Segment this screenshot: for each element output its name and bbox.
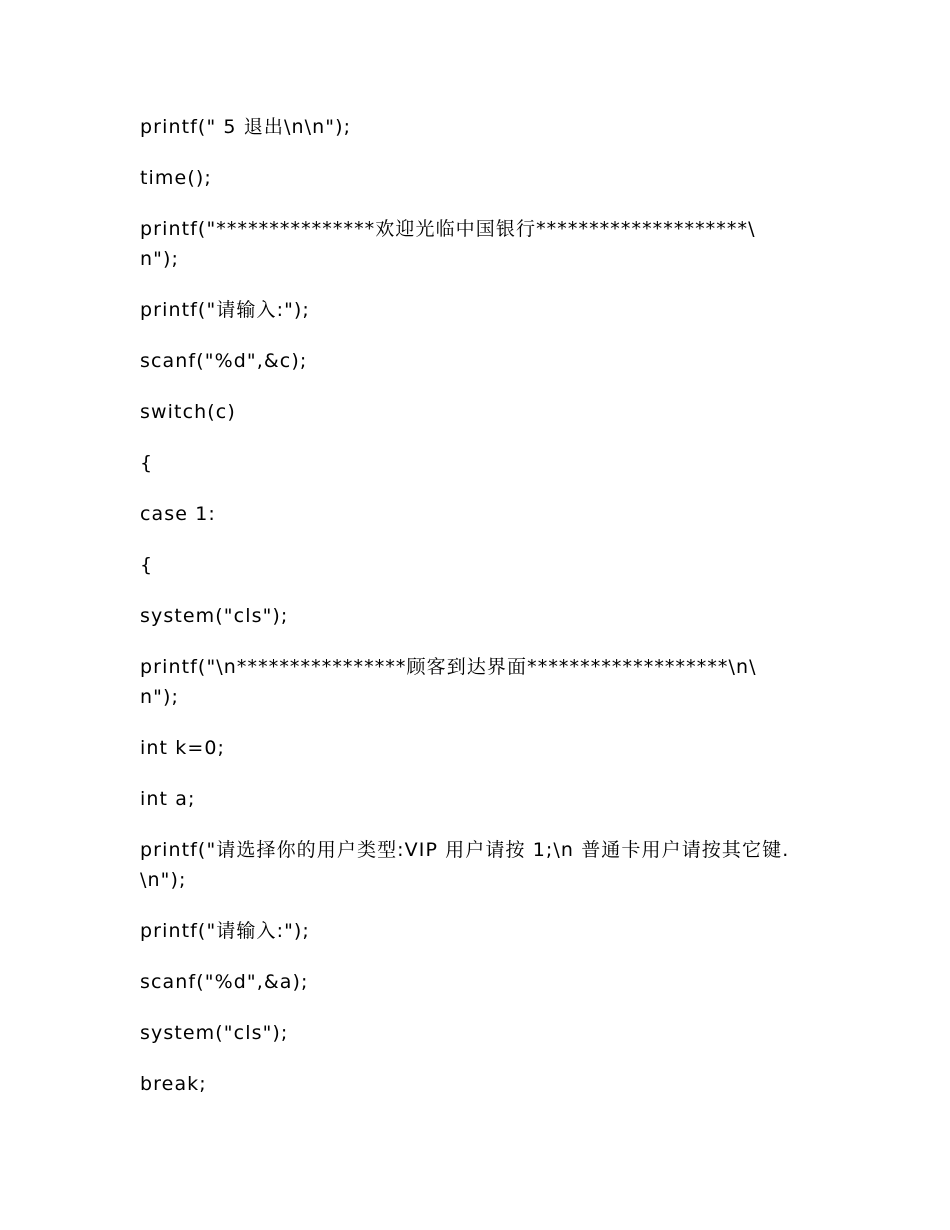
code-line: printf(" 5 退出\n\n"); (140, 116, 352, 138)
code-line: time(); (140, 167, 212, 189)
code-line: scanf("%d",&c); (140, 350, 308, 372)
code-line: scanf("%d",&a); (140, 971, 309, 993)
code-line: printf("\n****************顾客到达界面*******************\n\ n"); (140, 656, 757, 708)
code-line: { (140, 554, 154, 576)
code-line: printf("***************欢迎光临中国银行********************\ n"); (140, 218, 756, 270)
code-line: system("cls"); (140, 1022, 289, 1044)
code-line: int a; (140, 788, 196, 810)
code-listing (140, 112, 820, 1120)
code-line: printf("请输入:"); (140, 920, 310, 942)
code-line: printf("请输入:"); (140, 299, 310, 321)
code-line: { (140, 452, 154, 474)
code-line: system("cls"); (140, 605, 289, 627)
code-line: case 1: (140, 503, 216, 525)
code-line: printf("请选择你的用户类型:VIP 用户请按 1;\n 普通卡用户请按其它键. \n"); (140, 839, 790, 891)
code-line: int k=0; (140, 737, 226, 759)
code-line: break; (140, 1073, 207, 1095)
code-line: switch(c) (140, 401, 236, 423)
